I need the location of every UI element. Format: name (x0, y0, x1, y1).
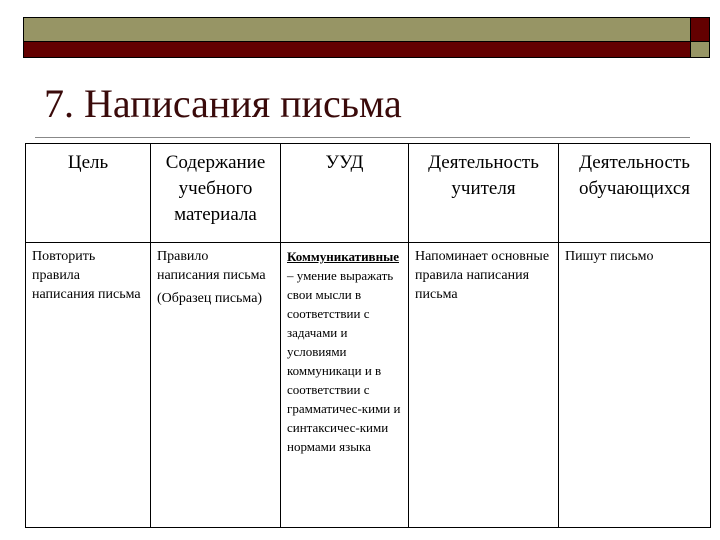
uud-text: – умение выражать свои мысли в соответствии с задачами и условиями коммуникаци и в соответствии с грамматичес-кими и синтаксичес-кими нормами языка (287, 268, 401, 454)
cell-teacher-activity: Напоминает основные правила написания письма (409, 243, 559, 528)
header-bar-maroon (23, 41, 691, 58)
cell-uud (281, 243, 409, 528)
header-student-activity: Деятельность обучающихся (559, 144, 711, 243)
corner-square-olive (690, 41, 710, 58)
header-teacher-activity: Деятельность учителя (409, 144, 559, 243)
corner-square-maroon (690, 17, 710, 42)
uud-term: Коммуникативные (287, 249, 399, 264)
cell-goal: Повторить правила написания письма (26, 243, 151, 528)
lesson-table (25, 143, 711, 528)
table-header-row (26, 144, 711, 243)
slide-title: 7. Написания письма (44, 81, 402, 126)
header-uud: УУД (281, 144, 409, 243)
cell-student-activity: Пишут письмо (559, 243, 711, 528)
title-divider (35, 137, 690, 138)
content-extra: (Образец письма) (157, 291, 263, 306)
header-goal: Цель (26, 144, 151, 243)
cell-content (151, 243, 281, 528)
content-text: Правило написания письма (157, 249, 266, 283)
header-content: Содержание учебного материала (151, 144, 281, 243)
table-row (26, 243, 711, 528)
header-bar-olive (23, 17, 691, 42)
